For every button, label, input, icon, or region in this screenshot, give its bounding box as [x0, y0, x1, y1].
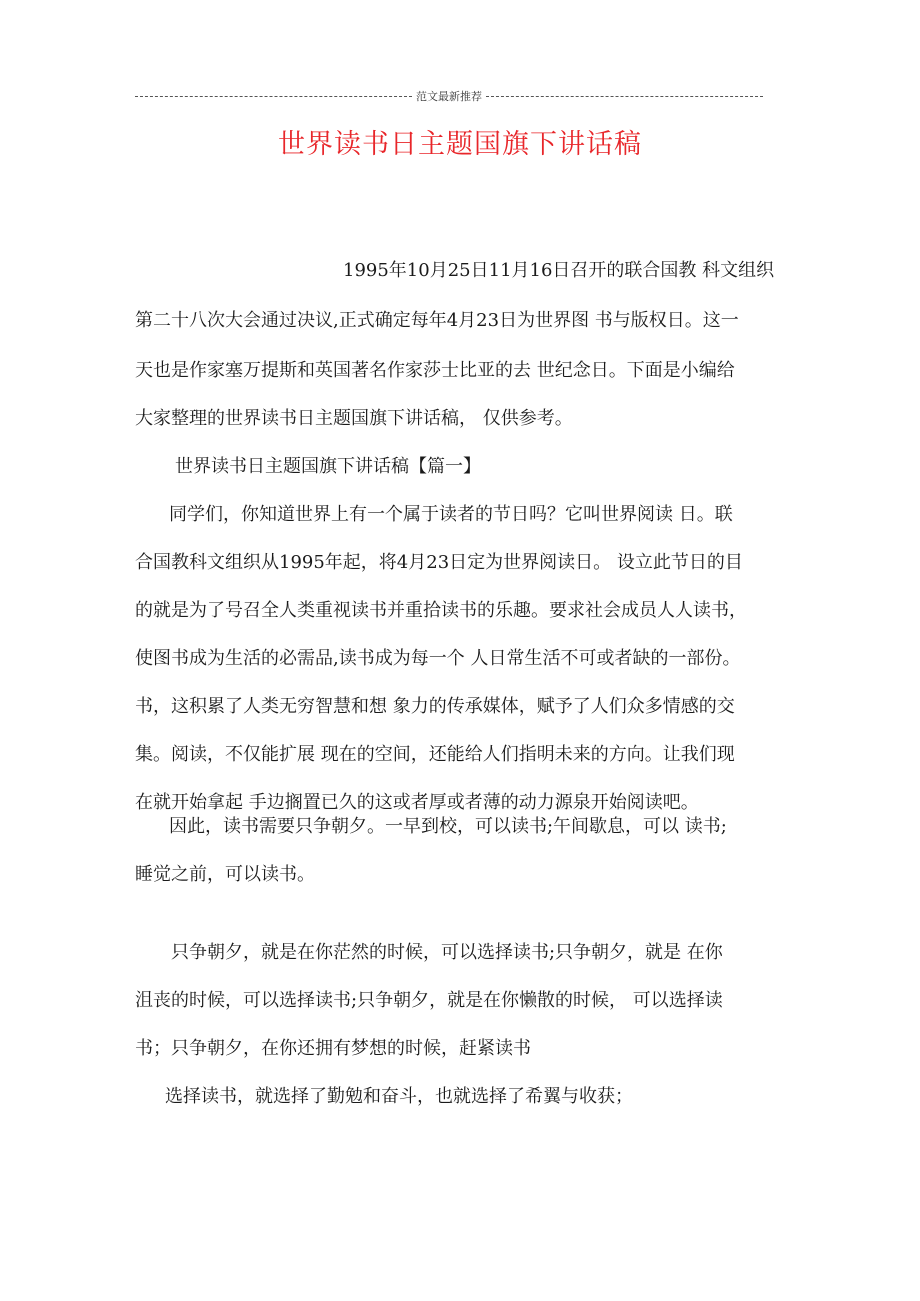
text-line: 睡觉之前，可以读书。 — [135, 864, 315, 885]
text-line: 使图书成为生活的必需品,读书成为每一个 人日常生活不可或者缺的一部份。 — [135, 648, 741, 669]
document-title: 世界读书日主题国旗下讲话稿 — [278, 129, 642, 160]
header-rule-left — [135, 96, 412, 97]
text-line: 选择读书，就选择了勤勉和奋斗，也就选择了希翼与收获； — [165, 1086, 633, 1107]
text-line: 天也是作家塞万提斯和英国著名作家莎士比亚的去 世纪念日。下面是小编给 — [135, 360, 735, 381]
text-line: 世界读书日主题国旗下讲话稿【篇一】 — [175, 456, 481, 477]
text-line: 沮丧的时候，可以选择读书;只争朝夕，就是在你懒散的时候， 可以选择读 — [135, 990, 723, 1011]
text-line: 同学们，你知道世界上有一个属于读者的节日吗？它叫世界阅读 日。联 — [169, 504, 733, 525]
text-line: 集。阅读，不仅能扩展 现在的空间，还能给人们指明未来的方向。让我们现 — [135, 744, 735, 765]
text-line: 书；只争朝夕，在你还拥有梦想的时候，赶紧读书 — [135, 1038, 531, 1059]
text-line: 大家整理的世界读书日主题国旗下讲话稿， 仅供参考。 — [135, 408, 573, 429]
text-line: 只争朝夕，就是在你茫然的时候，可以选择读书;只争朝夕，就是 在你 — [171, 942, 723, 963]
text-line: 第二十八次大会通过决议,正式确定每年4月23日为世界图 书与版权日。这一 — [135, 310, 739, 331]
text-line: 1995年10月25日11月16日召开的联合国教 科文组织 — [343, 260, 775, 281]
text-line: 合国教科文组织从1995年起，将4月23日定为世界阅读日。 设立此节日的目 — [135, 552, 743, 573]
text-line: 的就是为了号召全人类重视读书并重拾读书的乐趣。要求社会成员人人读书， — [135, 600, 747, 621]
text-line: 因此，读书需要只争朝夕。一早到校，可以读书;午间歇息，可以 读书; — [169, 816, 727, 837]
text-line: 在就开始拿起 手边搁置已久的这或者厚或者薄的动力源泉开始阅读吧。 — [135, 792, 699, 813]
text-line: 书，这积累了人类无穷智慧和想 象力的传承媒体，赋予了人们众多情感的交 — [135, 696, 735, 717]
page-header — [135, 88, 763, 104]
header-rule-right — [486, 96, 763, 97]
header-label: 范文最新推荐 — [416, 90, 482, 103]
